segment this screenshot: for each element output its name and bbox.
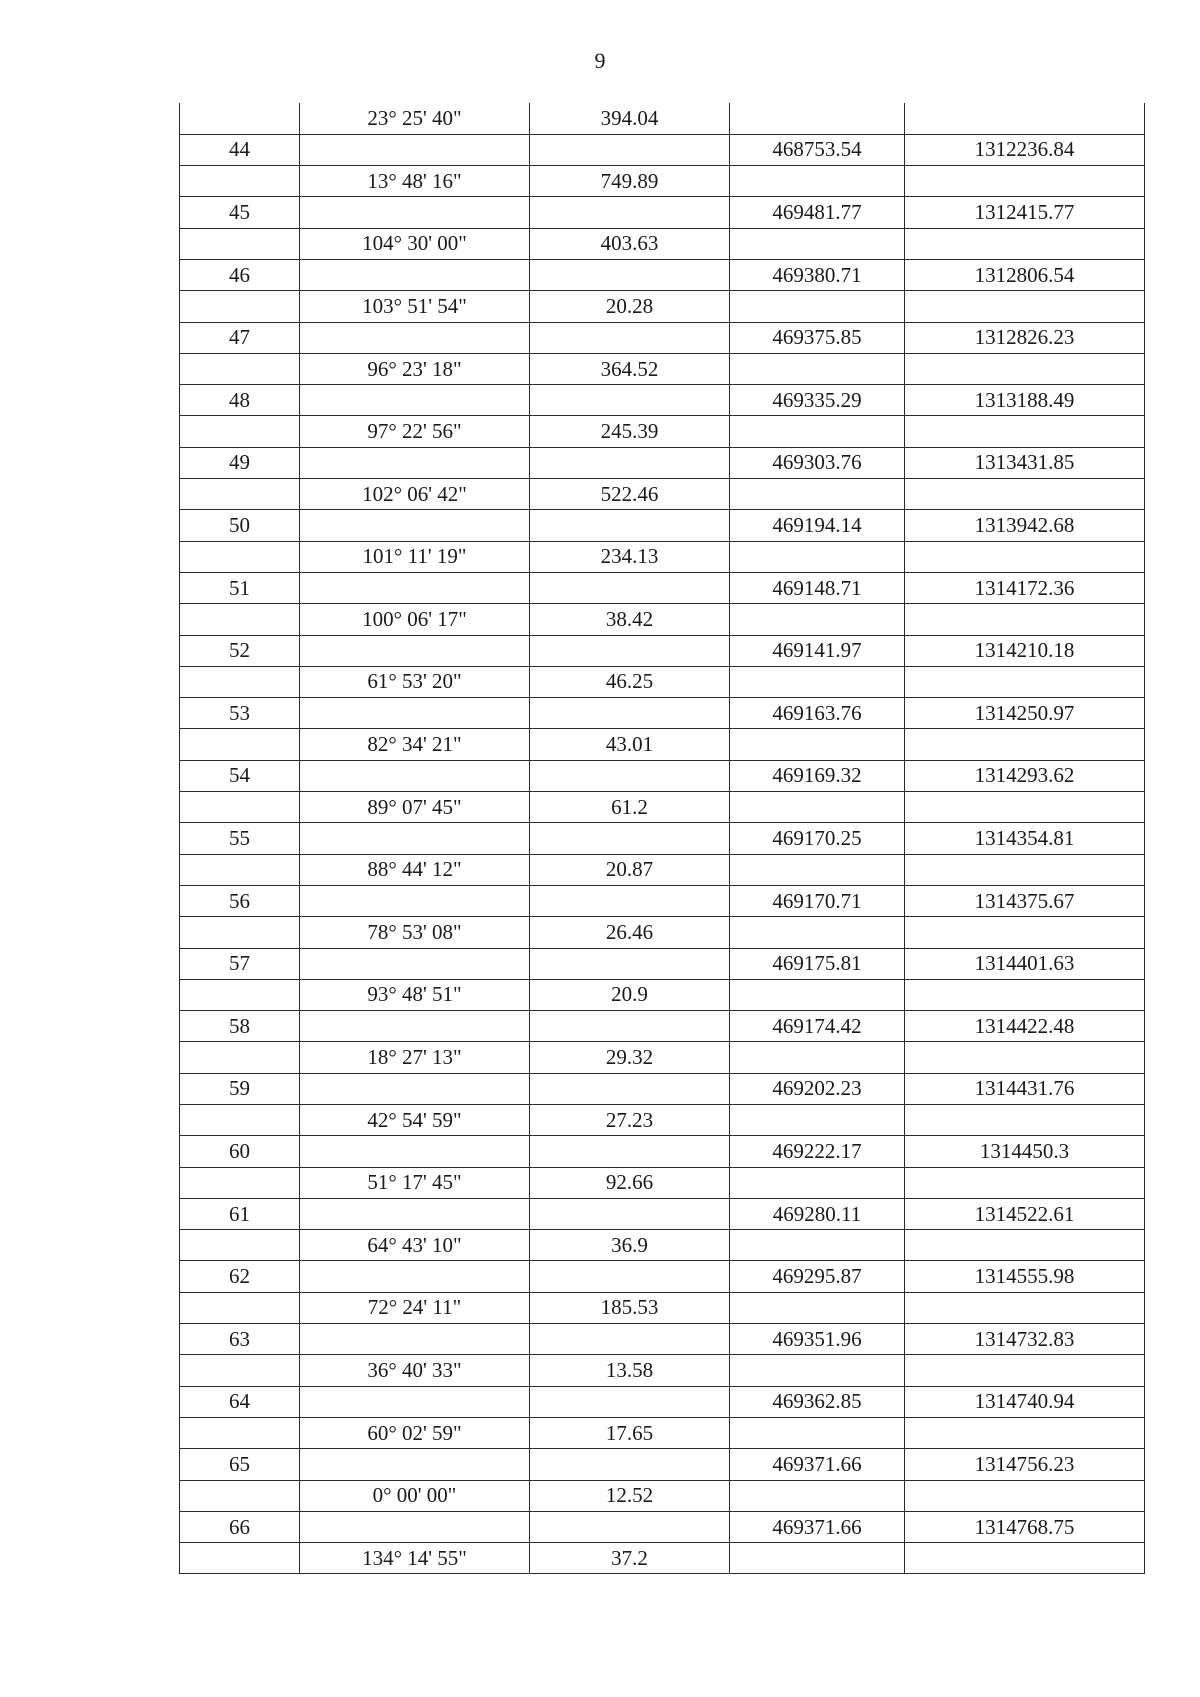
- y-coordinate-cell: [905, 1292, 1145, 1323]
- table-row: [180, 1073, 1145, 1104]
- x-coordinate-cell: [730, 353, 905, 384]
- bearing-cell: [300, 259, 530, 290]
- y-coordinate-cell: 1314172.36: [905, 572, 1145, 603]
- y-coordinate-cell: 1314740.94: [905, 1386, 1145, 1417]
- distance-cell: [530, 760, 730, 791]
- y-coordinate-cell: 1314250.97: [905, 698, 1145, 729]
- distance-cell: 522.46: [530, 479, 730, 510]
- point-cell: 44: [180, 134, 300, 165]
- y-coordinate-cell: 1314555.98: [905, 1261, 1145, 1292]
- y-coordinate-cell: 1314732.83: [905, 1324, 1145, 1355]
- point-cell: [180, 541, 300, 572]
- table-row: [180, 1230, 1145, 1261]
- y-coordinate-cell: [905, 1355, 1145, 1386]
- x-coordinate-cell: [730, 291, 905, 322]
- y-coordinate-cell: 1314293.62: [905, 760, 1145, 791]
- bearing-cell: 89° 07' 45": [300, 792, 530, 823]
- point-cell: 50: [180, 510, 300, 541]
- point-cell: 62: [180, 1261, 300, 1292]
- bearing-cell: 42° 54' 59": [300, 1105, 530, 1136]
- y-coordinate-cell: [905, 291, 1145, 322]
- point-cell: [180, 1105, 300, 1136]
- x-coordinate-cell: 469141.97: [730, 635, 905, 666]
- distance-cell: [530, 1449, 730, 1480]
- table-row: [180, 103, 1145, 134]
- point-cell: [180, 1355, 300, 1386]
- point-cell: 60: [180, 1136, 300, 1167]
- point-cell: 46: [180, 259, 300, 290]
- point-cell: 52: [180, 635, 300, 666]
- point-cell: 54: [180, 760, 300, 791]
- distance-cell: 20.28: [530, 291, 730, 322]
- x-coordinate-cell: [730, 979, 905, 1010]
- bearing-cell: 96° 23' 18": [300, 353, 530, 384]
- point-cell: [180, 1230, 300, 1261]
- point-cell: [180, 416, 300, 447]
- x-coordinate-cell: 469202.23: [730, 1073, 905, 1104]
- x-coordinate-cell: [730, 166, 905, 197]
- bearing-cell: 60° 02' 59": [300, 1417, 530, 1448]
- x-coordinate-cell: [730, 1167, 905, 1198]
- point-cell: 45: [180, 197, 300, 228]
- bearing-cell: 101° 11' 19": [300, 541, 530, 572]
- bearing-cell: 104° 30' 00": [300, 228, 530, 259]
- table-row: [180, 854, 1145, 885]
- distance-cell: [530, 1073, 730, 1104]
- distance-cell: [530, 885, 730, 916]
- x-coordinate-cell: [730, 604, 905, 635]
- point-cell: [180, 353, 300, 384]
- x-coordinate-cell: 469371.66: [730, 1511, 905, 1542]
- x-coordinate-cell: [730, 1543, 905, 1574]
- x-coordinate-cell: [730, 1292, 905, 1323]
- distance-cell: 13.58: [530, 1355, 730, 1386]
- point-cell: 66: [180, 1511, 300, 1542]
- y-coordinate-cell: 1313431.85: [905, 447, 1145, 478]
- y-coordinate-cell: 1314210.18: [905, 635, 1145, 666]
- distance-cell: 38.42: [530, 604, 730, 635]
- bearing-cell: [300, 1136, 530, 1167]
- x-coordinate-cell: [730, 228, 905, 259]
- distance-cell: 749.89: [530, 166, 730, 197]
- y-coordinate-cell: [905, 917, 1145, 948]
- bearing-cell: 134° 14' 55": [300, 1543, 530, 1574]
- y-coordinate-cell: [905, 1417, 1145, 1448]
- distance-cell: [530, 1386, 730, 1417]
- y-coordinate-cell: [905, 228, 1145, 259]
- bearing-cell: [300, 698, 530, 729]
- table-row: [180, 698, 1145, 729]
- x-coordinate-cell: 469380.71: [730, 259, 905, 290]
- y-coordinate-cell: [905, 479, 1145, 510]
- distance-cell: 27.23: [530, 1105, 730, 1136]
- point-cell: 57: [180, 948, 300, 979]
- table-row: [180, 385, 1145, 416]
- bearing-cell: [300, 572, 530, 603]
- bearing-cell: [300, 823, 530, 854]
- x-coordinate-cell: [730, 1417, 905, 1448]
- page-number: 9: [594, 48, 606, 73]
- y-coordinate-cell: 1314375.67: [905, 885, 1145, 916]
- bearing-cell: 51° 17' 45": [300, 1167, 530, 1198]
- y-coordinate-cell: [905, 979, 1145, 1010]
- x-coordinate-cell: 469163.76: [730, 698, 905, 729]
- bearing-cell: [300, 1386, 530, 1417]
- survey-coordinates-table: [179, 103, 1145, 1574]
- table-row: [180, 322, 1145, 353]
- table-row: [180, 1167, 1145, 1198]
- distance-cell: [530, 572, 730, 603]
- table-row: [180, 1292, 1145, 1323]
- distance-cell: [530, 447, 730, 478]
- y-coordinate-cell: [905, 1105, 1145, 1136]
- x-coordinate-cell: [730, 1105, 905, 1136]
- table-row: [180, 760, 1145, 791]
- y-coordinate-cell: [905, 792, 1145, 823]
- x-coordinate-cell: [730, 792, 905, 823]
- distance-cell: 403.63: [530, 228, 730, 259]
- bearing-cell: 93° 48' 51": [300, 979, 530, 1010]
- point-cell: 65: [180, 1449, 300, 1480]
- table-row: [180, 1042, 1145, 1073]
- distance-cell: 185.53: [530, 1292, 730, 1323]
- distance-cell: 20.87: [530, 854, 730, 885]
- table-row: [180, 1105, 1145, 1136]
- bearing-cell: 102° 06' 42": [300, 479, 530, 510]
- bearing-cell: [300, 760, 530, 791]
- point-cell: [180, 1543, 300, 1574]
- bearing-cell: 82° 34' 21": [300, 729, 530, 760]
- distance-cell: 37.2: [530, 1543, 730, 1574]
- bearing-cell: [300, 1198, 530, 1229]
- distance-cell: [530, 698, 730, 729]
- bearing-cell: [300, 510, 530, 541]
- table-row: [180, 479, 1145, 510]
- y-coordinate-cell: [905, 1480, 1145, 1511]
- table-row: [180, 1511, 1145, 1542]
- bearing-cell: 103° 51' 54": [300, 291, 530, 322]
- x-coordinate-cell: 469303.76: [730, 447, 905, 478]
- table-row: [180, 885, 1145, 916]
- point-cell: [180, 729, 300, 760]
- y-coordinate-cell: [905, 416, 1145, 447]
- x-coordinate-cell: 468753.54: [730, 134, 905, 165]
- distance-cell: 12.52: [530, 1480, 730, 1511]
- point-cell: 47: [180, 322, 300, 353]
- point-cell: 59: [180, 1073, 300, 1104]
- point-cell: [180, 917, 300, 948]
- distance-cell: [530, 259, 730, 290]
- table-row: [180, 1449, 1145, 1480]
- point-cell: 49: [180, 447, 300, 478]
- table-row: [180, 541, 1145, 572]
- distance-cell: [530, 1324, 730, 1355]
- bearing-cell: 64° 43' 10": [300, 1230, 530, 1261]
- x-coordinate-cell: [730, 1355, 905, 1386]
- x-coordinate-cell: 469174.42: [730, 1011, 905, 1042]
- table-row: [180, 291, 1145, 322]
- point-cell: [180, 666, 300, 697]
- distance-cell: 61.2: [530, 792, 730, 823]
- point-cell: 56: [180, 885, 300, 916]
- bearing-cell: [300, 948, 530, 979]
- x-coordinate-cell: 469481.77: [730, 197, 905, 228]
- table-row: [180, 228, 1145, 259]
- x-coordinate-cell: [730, 416, 905, 447]
- table-row: [180, 1198, 1145, 1229]
- table-row: [180, 917, 1145, 948]
- bearing-cell: [300, 197, 530, 228]
- distance-cell: 29.32: [530, 1042, 730, 1073]
- table-row: [180, 729, 1145, 760]
- table-row: [180, 792, 1145, 823]
- table-row: [180, 353, 1145, 384]
- x-coordinate-cell: [730, 854, 905, 885]
- point-cell: [180, 604, 300, 635]
- x-coordinate-cell: 469362.85: [730, 1386, 905, 1417]
- distance-cell: 43.01: [530, 729, 730, 760]
- x-coordinate-cell: [730, 1480, 905, 1511]
- x-coordinate-cell: 469375.85: [730, 322, 905, 353]
- bearing-cell: [300, 385, 530, 416]
- distance-cell: 394.04: [530, 103, 730, 134]
- y-coordinate-cell: [905, 166, 1145, 197]
- x-coordinate-cell: 469371.66: [730, 1449, 905, 1480]
- bearing-cell: 72° 24' 11": [300, 1292, 530, 1323]
- table-body: [180, 103, 1145, 1574]
- distance-cell: [530, 322, 730, 353]
- distance-cell: [530, 635, 730, 666]
- distance-cell: [530, 385, 730, 416]
- y-coordinate-cell: [905, 541, 1145, 572]
- bearing-cell: [300, 1511, 530, 1542]
- bearing-cell: [300, 447, 530, 478]
- point-cell: 63: [180, 1324, 300, 1355]
- table-row: [180, 1136, 1145, 1167]
- bearing-cell: [300, 134, 530, 165]
- table-row: [180, 134, 1145, 165]
- point-cell: [180, 228, 300, 259]
- point-cell: 51: [180, 572, 300, 603]
- table-row: [180, 447, 1145, 478]
- point-cell: 53: [180, 698, 300, 729]
- bearing-cell: [300, 1073, 530, 1104]
- y-coordinate-cell: 1314768.75: [905, 1511, 1145, 1542]
- table-row: [180, 166, 1145, 197]
- y-coordinate-cell: 1312415.77: [905, 197, 1145, 228]
- point-cell: [180, 979, 300, 1010]
- x-coordinate-cell: 469194.14: [730, 510, 905, 541]
- bearing-cell: [300, 1324, 530, 1355]
- x-coordinate-cell: 469175.81: [730, 948, 905, 979]
- table-row: [180, 416, 1145, 447]
- distance-cell: 36.9: [530, 1230, 730, 1261]
- y-coordinate-cell: 1314354.81: [905, 823, 1145, 854]
- point-cell: [180, 1042, 300, 1073]
- x-coordinate-cell: [730, 1230, 905, 1261]
- bearing-cell: 23° 25' 40": [300, 103, 530, 134]
- point-cell: [180, 1480, 300, 1511]
- bearing-cell: 97° 22' 56": [300, 416, 530, 447]
- bearing-cell: 13° 48' 16": [300, 166, 530, 197]
- x-coordinate-cell: [730, 917, 905, 948]
- x-coordinate-cell: [730, 729, 905, 760]
- table-row: [180, 1261, 1145, 1292]
- bearing-cell: 0° 00' 00": [300, 1480, 530, 1511]
- x-coordinate-cell: [730, 1042, 905, 1073]
- distance-cell: 245.39: [530, 416, 730, 447]
- y-coordinate-cell: 1314422.48: [905, 1011, 1145, 1042]
- y-coordinate-cell: [905, 604, 1145, 635]
- distance-cell: 234.13: [530, 541, 730, 572]
- point-cell: [180, 792, 300, 823]
- x-coordinate-cell: 469222.17: [730, 1136, 905, 1167]
- x-coordinate-cell: 469170.25: [730, 823, 905, 854]
- y-coordinate-cell: 1313942.68: [905, 510, 1145, 541]
- bearing-cell: [300, 885, 530, 916]
- bearing-cell: [300, 1261, 530, 1292]
- table-row: [180, 1480, 1145, 1511]
- y-coordinate-cell: 1312806.54: [905, 259, 1145, 290]
- distance-cell: [530, 510, 730, 541]
- distance-cell: [530, 1261, 730, 1292]
- table-row: [180, 197, 1145, 228]
- y-coordinate-cell: 1314522.61: [905, 1198, 1145, 1229]
- table-row: [180, 1386, 1145, 1417]
- y-coordinate-cell: [905, 1167, 1145, 1198]
- x-coordinate-cell: 469335.29: [730, 385, 905, 416]
- point-cell: [180, 1292, 300, 1323]
- y-coordinate-cell: [905, 103, 1145, 134]
- x-coordinate-cell: 469351.96: [730, 1324, 905, 1355]
- y-coordinate-cell: 1314756.23: [905, 1449, 1145, 1480]
- x-coordinate-cell: [730, 103, 905, 134]
- y-coordinate-cell: 1312826.23: [905, 322, 1145, 353]
- x-coordinate-cell: 469169.32: [730, 760, 905, 791]
- point-cell: [180, 479, 300, 510]
- distance-cell: [530, 948, 730, 979]
- table-row: [180, 948, 1145, 979]
- bearing-cell: [300, 1011, 530, 1042]
- y-coordinate-cell: 1314431.76: [905, 1073, 1145, 1104]
- table-row: [180, 1011, 1145, 1042]
- y-coordinate-cell: [905, 1543, 1145, 1574]
- distance-cell: [530, 197, 730, 228]
- x-coordinate-cell: [730, 541, 905, 572]
- bearing-cell: 61° 53' 20": [300, 666, 530, 697]
- point-cell: [180, 103, 300, 134]
- x-coordinate-cell: 469295.87: [730, 1261, 905, 1292]
- point-cell: 48: [180, 385, 300, 416]
- bearing-cell: [300, 1449, 530, 1480]
- x-coordinate-cell: 469148.71: [730, 572, 905, 603]
- distance-cell: 92.66: [530, 1167, 730, 1198]
- y-coordinate-cell: [905, 1042, 1145, 1073]
- distance-cell: [530, 823, 730, 854]
- x-coordinate-cell: 469170.71: [730, 885, 905, 916]
- point-cell: [180, 854, 300, 885]
- y-coordinate-cell: 1314450.3: [905, 1136, 1145, 1167]
- point-cell: 55: [180, 823, 300, 854]
- distance-cell: [530, 134, 730, 165]
- distance-cell: 17.65: [530, 1417, 730, 1448]
- bearing-cell: 18° 27' 13": [300, 1042, 530, 1073]
- x-coordinate-cell: [730, 666, 905, 697]
- point-cell: 61: [180, 1198, 300, 1229]
- table-row: [180, 1543, 1145, 1574]
- distance-cell: 46.25: [530, 666, 730, 697]
- distance-cell: [530, 1198, 730, 1229]
- bearing-cell: 78° 53' 08": [300, 917, 530, 948]
- table-row: [180, 604, 1145, 635]
- point-cell: [180, 1417, 300, 1448]
- table-row: [180, 635, 1145, 666]
- point-cell: [180, 1167, 300, 1198]
- bearing-cell: 36° 40' 33": [300, 1355, 530, 1386]
- distance-cell: [530, 1511, 730, 1542]
- y-coordinate-cell: 1313188.49: [905, 385, 1145, 416]
- bearing-cell: [300, 635, 530, 666]
- table-row: [180, 572, 1145, 603]
- distance-cell: 364.52: [530, 353, 730, 384]
- table-row: [180, 1417, 1145, 1448]
- table-row: [180, 666, 1145, 697]
- point-cell: 58: [180, 1011, 300, 1042]
- x-coordinate-cell: [730, 479, 905, 510]
- distance-cell: [530, 1136, 730, 1167]
- y-coordinate-cell: [905, 666, 1145, 697]
- y-coordinate-cell: 1314401.63: [905, 948, 1145, 979]
- table-row: [180, 1324, 1145, 1355]
- y-coordinate-cell: 1312236.84: [905, 134, 1145, 165]
- point-cell: [180, 166, 300, 197]
- point-cell: [180, 291, 300, 322]
- x-coordinate-cell: 469280.11: [730, 1198, 905, 1229]
- y-coordinate-cell: [905, 854, 1145, 885]
- table-row: [180, 510, 1145, 541]
- distance-cell: [530, 1011, 730, 1042]
- y-coordinate-cell: [905, 729, 1145, 760]
- table-row: [180, 979, 1145, 1010]
- distance-cell: 26.46: [530, 917, 730, 948]
- table-row: [180, 259, 1145, 290]
- table-row: [180, 1355, 1145, 1386]
- y-coordinate-cell: [905, 1230, 1145, 1261]
- y-coordinate-cell: [905, 353, 1145, 384]
- bearing-cell: 88° 44' 12": [300, 854, 530, 885]
- bearing-cell: 100° 06' 17": [300, 604, 530, 635]
- distance-cell: 20.9: [530, 979, 730, 1010]
- table-row: [180, 823, 1145, 854]
- point-cell: 64: [180, 1386, 300, 1417]
- bearing-cell: [300, 322, 530, 353]
